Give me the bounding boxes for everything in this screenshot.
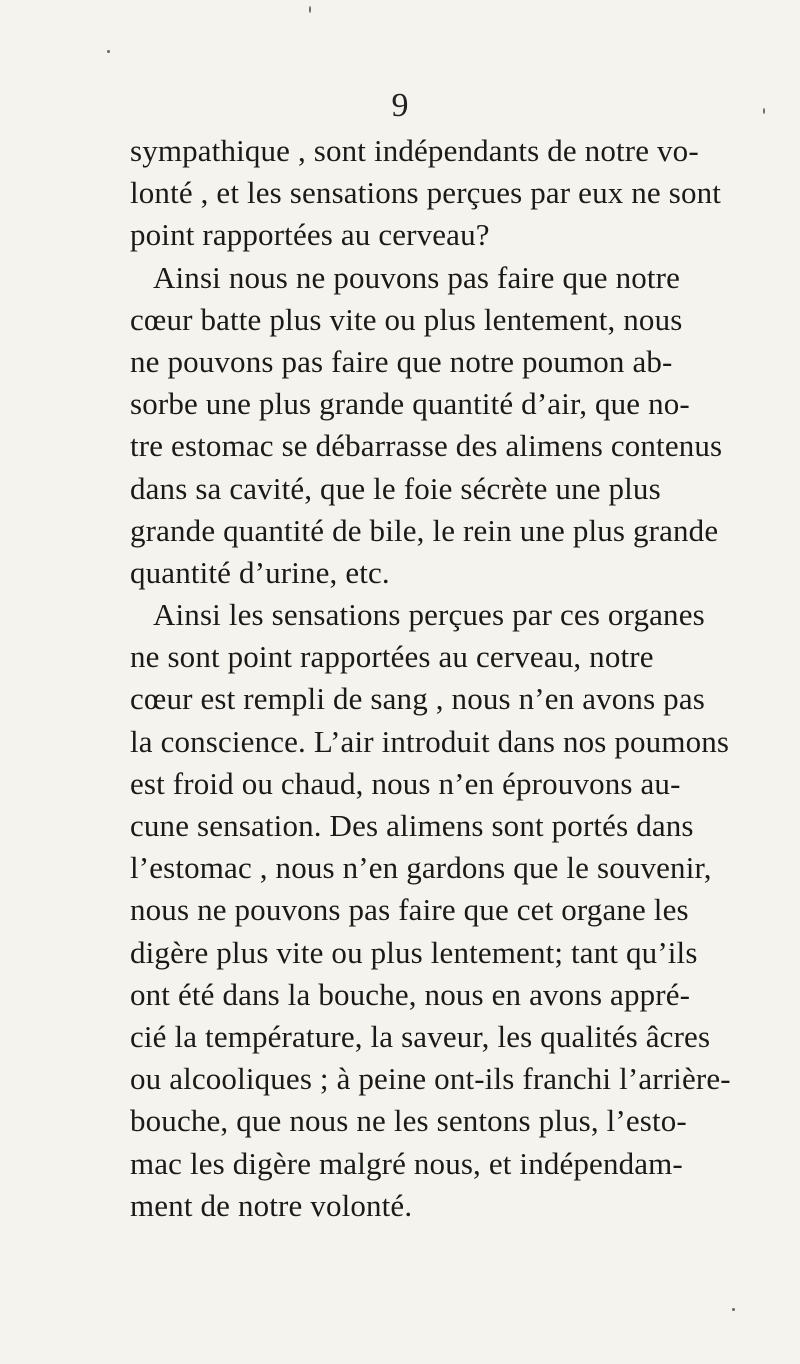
text-line: sympathique , sont indépendants de notre vo-	[130, 133, 699, 168]
text-line: cune sensation. Des alimens sont portés dans	[130, 808, 694, 843]
text-line: point rapportées au cerveau?	[130, 217, 490, 253]
text-line: cœur batte plus vite ou plus lentement, nous	[130, 301, 683, 337]
text-line: ment de notre volonté.	[130, 1187, 413, 1223]
text-line: ou alcooliques ; à peine ont-ils franchi l’arrière-	[130, 1061, 731, 1097]
text-line: digère plus vite ou plus lentement; tant qu’ils	[130, 934, 698, 970]
text-line: est froid ou chaud, nous n’en éprouvons au-	[130, 765, 681, 801]
text-line: cœur est rempli de sang , nous n’en avons pas	[130, 681, 705, 717]
paper-speck	[107, 50, 110, 53]
text-line: tre estomac se débarrasse des alimens contenus	[130, 428, 723, 464]
text-line: bouche, que nous ne les sentons plus, l’esto-	[130, 1103, 687, 1139]
paper-speck	[732, 1308, 735, 1311]
text-line: Ainsi nous ne pouvons pas faire que notre	[153, 259, 681, 295]
text-line: la conscience. L’air introduit dans nos poumons	[130, 723, 730, 759]
text-line: lonté , et les sensations perçues par eux ne sont	[130, 175, 722, 211]
text-line: quantité d’urine, etc.	[130, 554, 390, 590]
text-line: grande quantité de bile, le rein une plus grande	[130, 512, 719, 548]
page-number: 9	[391, 87, 409, 124]
text-line: nous ne pouvons pas faire que cet organe les	[130, 892, 689, 928]
text-line: sorbe une plus grande quantité d’air, que no-	[130, 386, 690, 422]
text-line: mac les digère malgré nous, et indépendam-	[130, 1145, 683, 1181]
text-line: ont été dans la bouche, nous en avons appré-	[130, 976, 691, 1012]
text-line: dans sa cavité, que le foie sécrète une plus	[130, 470, 661, 506]
text-line: ne sont point rapportées au cerveau, notre	[130, 639, 654, 675]
paper-speck	[309, 6, 311, 13]
paper-speck	[763, 108, 765, 114]
text-line: cié la température, la saveur, les qualités âcres	[130, 1018, 711, 1054]
text-line: l’estomac , nous n’en gardons que le souvenir,	[130, 850, 712, 886]
text-line: Ainsi les sensations perçues par ces organes	[153, 597, 705, 633]
text-line: ne pouvons pas faire que notre poumon ab-	[130, 343, 673, 379]
body-text	[130, 130, 731, 1227]
